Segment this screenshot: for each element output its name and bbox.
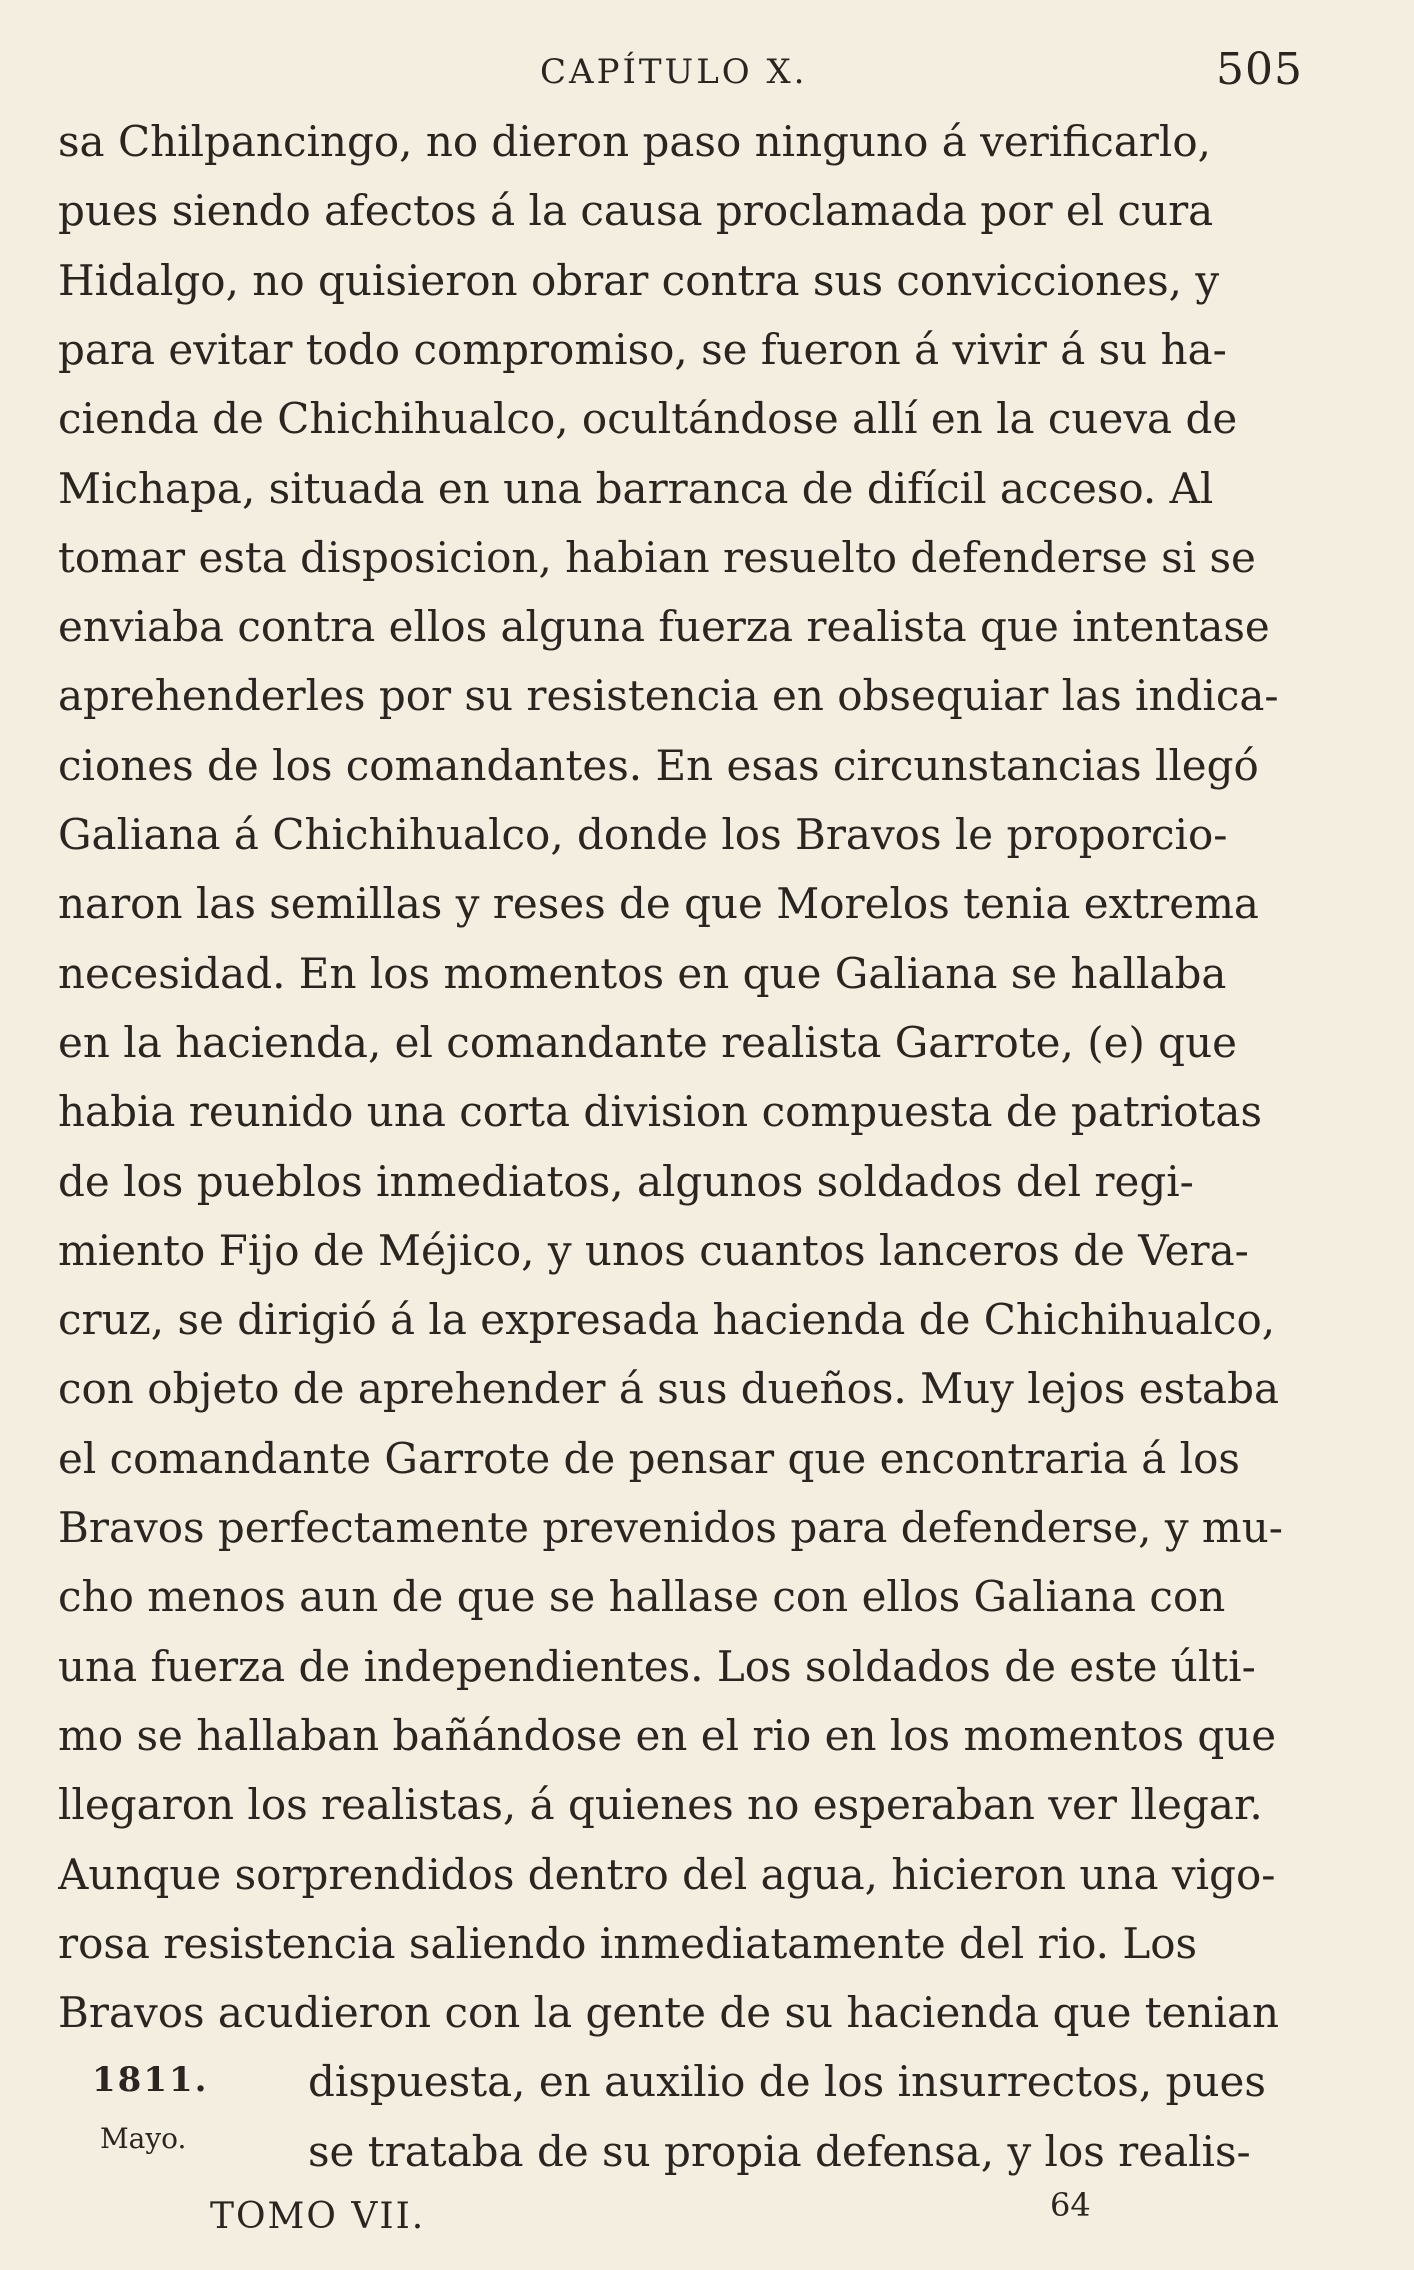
page-number: 505 — [1216, 44, 1303, 95]
text-line: Bravos acudieron con la gente de su hacienda que tenian — [58, 1988, 1280, 2038]
volume-label: TOMO VII. — [210, 2196, 426, 2237]
margin-note-month: Mayo. — [100, 2122, 187, 2155]
text-line: cruz, se dirigió á la expresada hacienda de Chichihualco, — [58, 1295, 1276, 1345]
text-line: para evitar todo compromiso, se fueron á vivir á su ha- — [58, 324, 1227, 374]
text-line: rosa resistencia saliendo inmediatamente del rio. Los — [58, 1918, 1198, 1968]
text-line: Hidalgo, no quisieron obrar contra sus convicciones, y — [58, 255, 1220, 305]
text-line: ciones de los comandantes. En esas circunstancias llegó — [58, 740, 1259, 790]
text-line: naron las semillas y reses de que Morelos tenia extrema — [58, 879, 1259, 929]
text-line: necesidad. En los momentos en que Galiana se hallaba — [58, 948, 1227, 998]
text-line: de los pueblos inmediatos, algunos soldados del regi- — [58, 1156, 1194, 1206]
text-line: cho menos aun de que se hallase con ellos Galiana con — [58, 1572, 1226, 1622]
chapter-heading: CAPÍTULO X. — [540, 52, 808, 92]
text-line: en la hacienda, el comandante realista Garrote, (e) que — [58, 1017, 1237, 1067]
text-line: Michapa, situada en una barranca de difícil acceso. Al — [58, 463, 1214, 513]
running-head — [0, 44, 1414, 104]
text-line: se trataba de su propia defensa, y los realis- — [308, 2126, 1251, 2176]
page-footer — [0, 2186, 1414, 2246]
margin-note-year: 1811. — [92, 2060, 209, 2100]
text-line: miento Fijo de Méjico, y unos cuantos lanceros de Vera- — [58, 1225, 1249, 1275]
text-line: sa Chilpancingo, no dieron paso ninguno á verificarlo, — [58, 117, 1211, 166]
text-line: dispuesta, en auxilio de los insurrectos, pues — [308, 2057, 1266, 2107]
text-line: el comandante Garrote de pensar que encontraria á los — [58, 1433, 1240, 1483]
text-line: habia reunido una corta division compuesta de patriotas — [58, 1087, 1262, 1137]
text-line: cienda de Chichihualco, ocultándose allí en la cueva de — [58, 394, 1238, 444]
text-line: tomar esta disposicion, habian resuelto defenderse si se — [58, 532, 1256, 582]
text-line: Aunque sorprendidos dentro del agua, hicieron una vigo- — [58, 1849, 1276, 1899]
text-line: Bravos perfectamente prevenidos para defenderse, y mu- — [58, 1503, 1283, 1552]
text-line: llegaron los realistas, á quienes no esperaban ver llegar. — [58, 1780, 1263, 1830]
text-line: enviaba contra ellos alguna fuerza realista que intentase — [58, 602, 1270, 652]
signature-mark: 64 — [1050, 2186, 1091, 2224]
text-line: aprehenderles por su resistencia en obsequiar las indica- — [58, 671, 1279, 721]
text-line: mo se hallaban bañándose en el rio en los momentos que — [58, 1710, 1277, 1760]
text-line: pues siendo afectos á la causa proclamada por el cura — [58, 186, 1214, 236]
text-line: Galiana á Chichihualco, donde los Bravos le proporcio- — [58, 810, 1228, 859]
text-line: con objeto de aprehender á sus dueños. Muy lejos estaba — [58, 1364, 1280, 1414]
text-line: una fuerza de independientes. Los soldados de este últi- — [58, 1641, 1256, 1691]
